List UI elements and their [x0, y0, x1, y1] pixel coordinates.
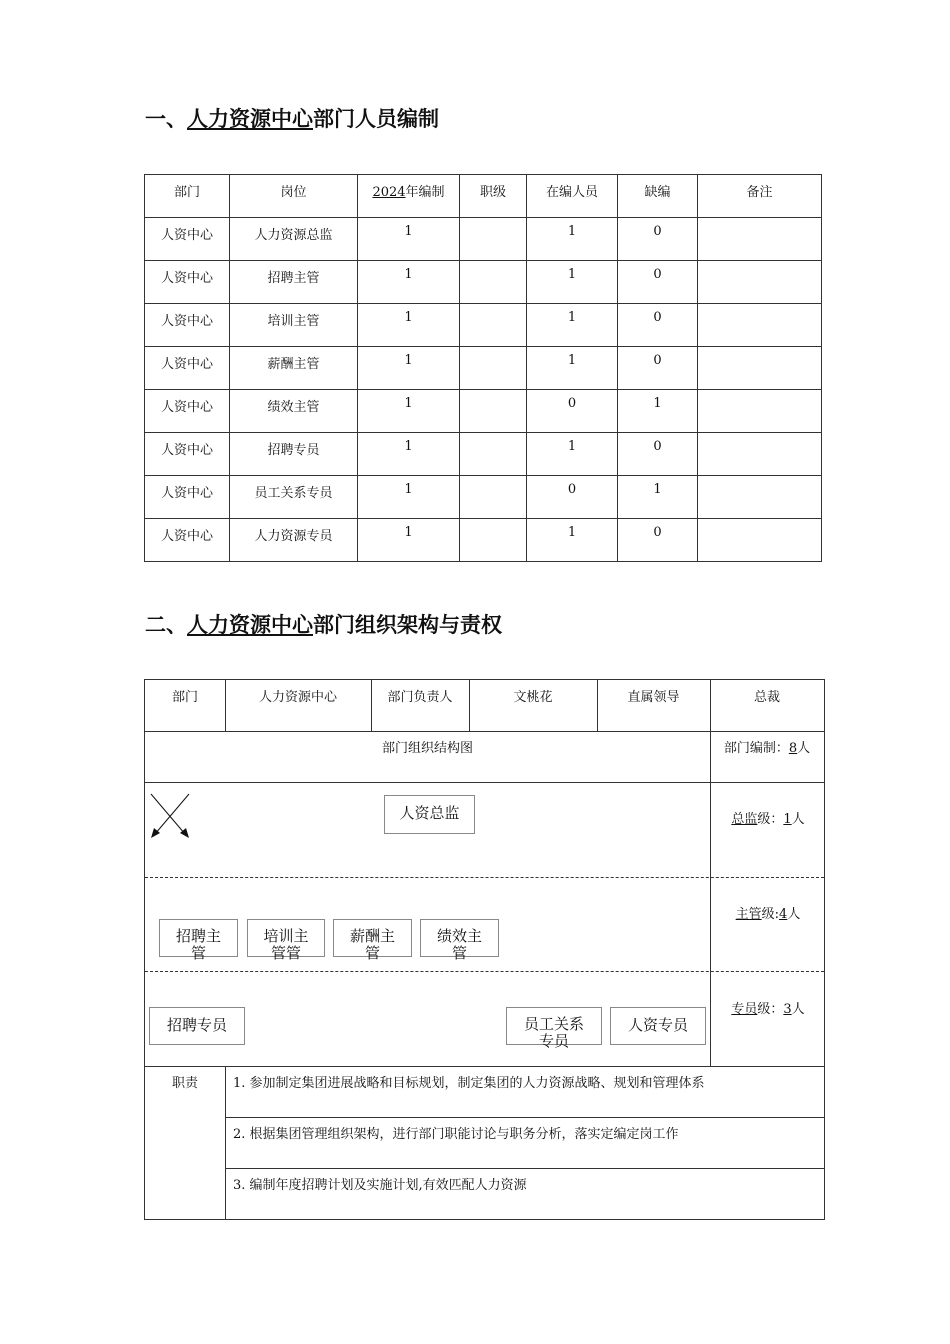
- cell-quota: 1: [358, 347, 460, 390]
- cell-remark: [698, 433, 822, 476]
- cell-grade: [460, 218, 527, 261]
- manager-level-stat: [711, 903, 825, 922]
- cell-grade: [460, 261, 527, 304]
- cell-current: 0: [527, 390, 618, 433]
- cell-quota: 1: [358, 433, 460, 476]
- table-row: [145, 304, 822, 347]
- manager-level-count: 4: [779, 907, 788, 922]
- dashed-divider: [145, 971, 824, 972]
- table-row: [145, 347, 822, 390]
- specialist-level-stat: [711, 998, 825, 1017]
- duty-item: 2. 根据集团管理组织架构，进行部门职能讨论与职务分析，落实定编定岗工作: [233, 1127, 679, 1142]
- section-2-title-underlined: 人力资源中心: [187, 613, 313, 637]
- box-line: 招聘主: [175, 927, 221, 945]
- box-line: 专员: [538, 1032, 569, 1050]
- box-line: 薪酬主: [349, 927, 395, 945]
- header-quota-label: 年编制: [405, 185, 445, 200]
- cell-vacancy: 0: [618, 261, 698, 304]
- director-level-count: 1: [783, 812, 792, 827]
- director-box: 人资总监: [384, 795, 475, 834]
- director-level-label: 总监: [731, 812, 758, 827]
- grid-line: [145, 782, 824, 783]
- leader-label: 直属领导: [627, 690, 680, 705]
- cell-remark: [698, 347, 822, 390]
- box-line: 管: [364, 944, 380, 962]
- cell-quota: 1: [358, 476, 460, 519]
- cell-vacancy: 0: [618, 347, 698, 390]
- header-quota: [358, 175, 460, 218]
- cell-grade: [460, 519, 527, 562]
- section-2-heading: [145, 609, 502, 639]
- cell-quota: 1: [358, 390, 460, 433]
- specialist-level-count: 3: [783, 1002, 792, 1017]
- specialist-level-label: 专员: [731, 1002, 758, 1017]
- cell-post: 培训主管: [230, 304, 358, 347]
- cell-post: 招聘专员: [230, 433, 358, 476]
- section-2-prefix: 二、: [145, 613, 187, 637]
- cell-current: 1: [527, 218, 618, 261]
- cell-vacancy: 1: [618, 390, 698, 433]
- grid-line: [225, 1066, 226, 1220]
- cell-remark: [698, 218, 822, 261]
- cell-dept: 人资中心: [145, 347, 230, 390]
- cell-quota: 1: [358, 304, 460, 347]
- table-row: [145, 218, 822, 261]
- header-vacancy: 缺编: [618, 175, 698, 218]
- section-2-title-rest: 部门组织架构与责权: [313, 613, 502, 637]
- cell-quota: 1: [358, 519, 460, 562]
- table-row: [145, 519, 822, 562]
- leader-value: 总裁: [753, 690, 780, 705]
- manager-level-unit: 人: [787, 907, 801, 922]
- dept-label: 部门: [171, 690, 198, 705]
- performance-manager-box: [420, 919, 499, 962]
- dept-value: 人力资源中心: [258, 690, 337, 705]
- cell-current: 1: [527, 261, 618, 304]
- cell-grade: [460, 476, 527, 519]
- cell-remark: [698, 304, 822, 347]
- cell-dept: 人资中心: [145, 476, 230, 519]
- cell-remark: [698, 519, 822, 562]
- duty-item: 1. 参加制定集团进展战略和目标规划，制定集团的人力资源战略、规划和管理体系: [233, 1076, 705, 1091]
- compensation-manager-box: [333, 919, 412, 962]
- cell-remark: [698, 476, 822, 519]
- table-header-row: [145, 175, 822, 218]
- header-current: 在编人员: [527, 175, 618, 218]
- manager-level-label-rest: 级:: [761, 907, 780, 922]
- cell-quota: 1: [358, 218, 460, 261]
- cell-grade: [460, 304, 527, 347]
- box-line: 培训主: [263, 927, 309, 945]
- cell-dept: 人资中心: [145, 304, 230, 347]
- cell-dept: 人资中心: [145, 433, 230, 476]
- dashed-divider: [145, 877, 824, 878]
- box-line: 管: [451, 944, 467, 962]
- relations-specialist-box: [506, 1007, 602, 1050]
- header-dept: 部门: [145, 175, 230, 218]
- header-grade: 职级: [460, 175, 527, 218]
- table-row: [145, 390, 822, 433]
- cell-post: 招聘主管: [230, 261, 358, 304]
- table-row: [145, 433, 822, 476]
- cell-post: 人力资源专员: [230, 519, 358, 562]
- cell-vacancy: 1: [618, 476, 698, 519]
- cell-remark: [698, 390, 822, 433]
- cell-current: 1: [527, 519, 618, 562]
- table-row: [145, 261, 822, 304]
- org-structure-table: [144, 679, 825, 1220]
- box-line: 管管: [270, 944, 301, 962]
- cell-vacancy: 0: [618, 519, 698, 562]
- cell-dept: 人资中心: [145, 390, 230, 433]
- cell-grade: [460, 347, 527, 390]
- specialist-level-unit: 人: [791, 1002, 805, 1017]
- cell-vacancy: 0: [618, 218, 698, 261]
- section-1-prefix: 一、: [145, 107, 187, 131]
- table-row: [145, 476, 822, 519]
- cell-current: 1: [527, 304, 618, 347]
- cell-current: 0: [527, 476, 618, 519]
- section-1-title-underlined: 人力资源中心: [187, 107, 313, 131]
- duties-label: 职责: [171, 1076, 198, 1091]
- head-value: 文桃花: [513, 690, 553, 705]
- header-remark: 备注: [698, 175, 822, 218]
- box-line: 管: [190, 944, 206, 962]
- section-1-title-rest: 部门人员编制: [313, 107, 439, 131]
- duty-item: 3. 编制年度招聘计划及实施计划,有效匹配人力资源: [233, 1178, 527, 1193]
- cell-current: 1: [527, 347, 618, 390]
- dept-quota-count: 8: [788, 741, 798, 756]
- grid-line: [145, 1066, 824, 1067]
- director-level-stat: [711, 808, 825, 827]
- box-line: 绩效主: [436, 927, 482, 945]
- hr-specialist-box: 人资专员: [610, 1007, 706, 1045]
- dept-quota-unit: 人: [797, 741, 811, 756]
- dept-quota: [710, 731, 824, 756]
- grid-line: [225, 1117, 824, 1118]
- cell-dept: 人资中心: [145, 519, 230, 562]
- header-quota-year: 2024: [372, 185, 406, 200]
- recruit-manager-box: [159, 919, 238, 962]
- cell-post: 薪酬主管: [230, 347, 358, 390]
- cell-dept: 人资中心: [145, 218, 230, 261]
- cell-vacancy: 0: [618, 433, 698, 476]
- section-1-heading: [145, 103, 439, 133]
- recruit-specialist-box: 招聘专员: [149, 1007, 245, 1045]
- cell-quota: 1: [358, 261, 460, 304]
- cell-grade: [460, 433, 527, 476]
- cell-post: 绩效主管: [230, 390, 358, 433]
- header-post: 岗位: [230, 175, 358, 218]
- org-chart-label: 部门组织结构图: [381, 741, 473, 756]
- cell-post: 员工关系专员: [230, 476, 358, 519]
- grid-line: [225, 1168, 824, 1169]
- director-level-label-rest: 级：: [757, 812, 784, 827]
- specialist-level-label-rest: 级：: [757, 1002, 784, 1017]
- box-line: 员工关系: [523, 1015, 584, 1033]
- crossed-arrows-icon: [149, 792, 193, 840]
- cell-grade: [460, 390, 527, 433]
- cell-current: 1: [527, 433, 618, 476]
- cell-vacancy: 0: [618, 304, 698, 347]
- cell-dept: 人资中心: [145, 261, 230, 304]
- dept-quota-label: 部门编制：: [723, 741, 789, 756]
- cell-remark: [698, 261, 822, 304]
- staffing-table: [144, 174, 822, 562]
- head-label: 部门负责人: [387, 690, 453, 705]
- cell-post: 人力资源总监: [230, 218, 358, 261]
- training-manager-box: [247, 919, 325, 962]
- manager-level-label: 主管: [735, 907, 762, 922]
- director-level-unit: 人: [791, 812, 805, 827]
